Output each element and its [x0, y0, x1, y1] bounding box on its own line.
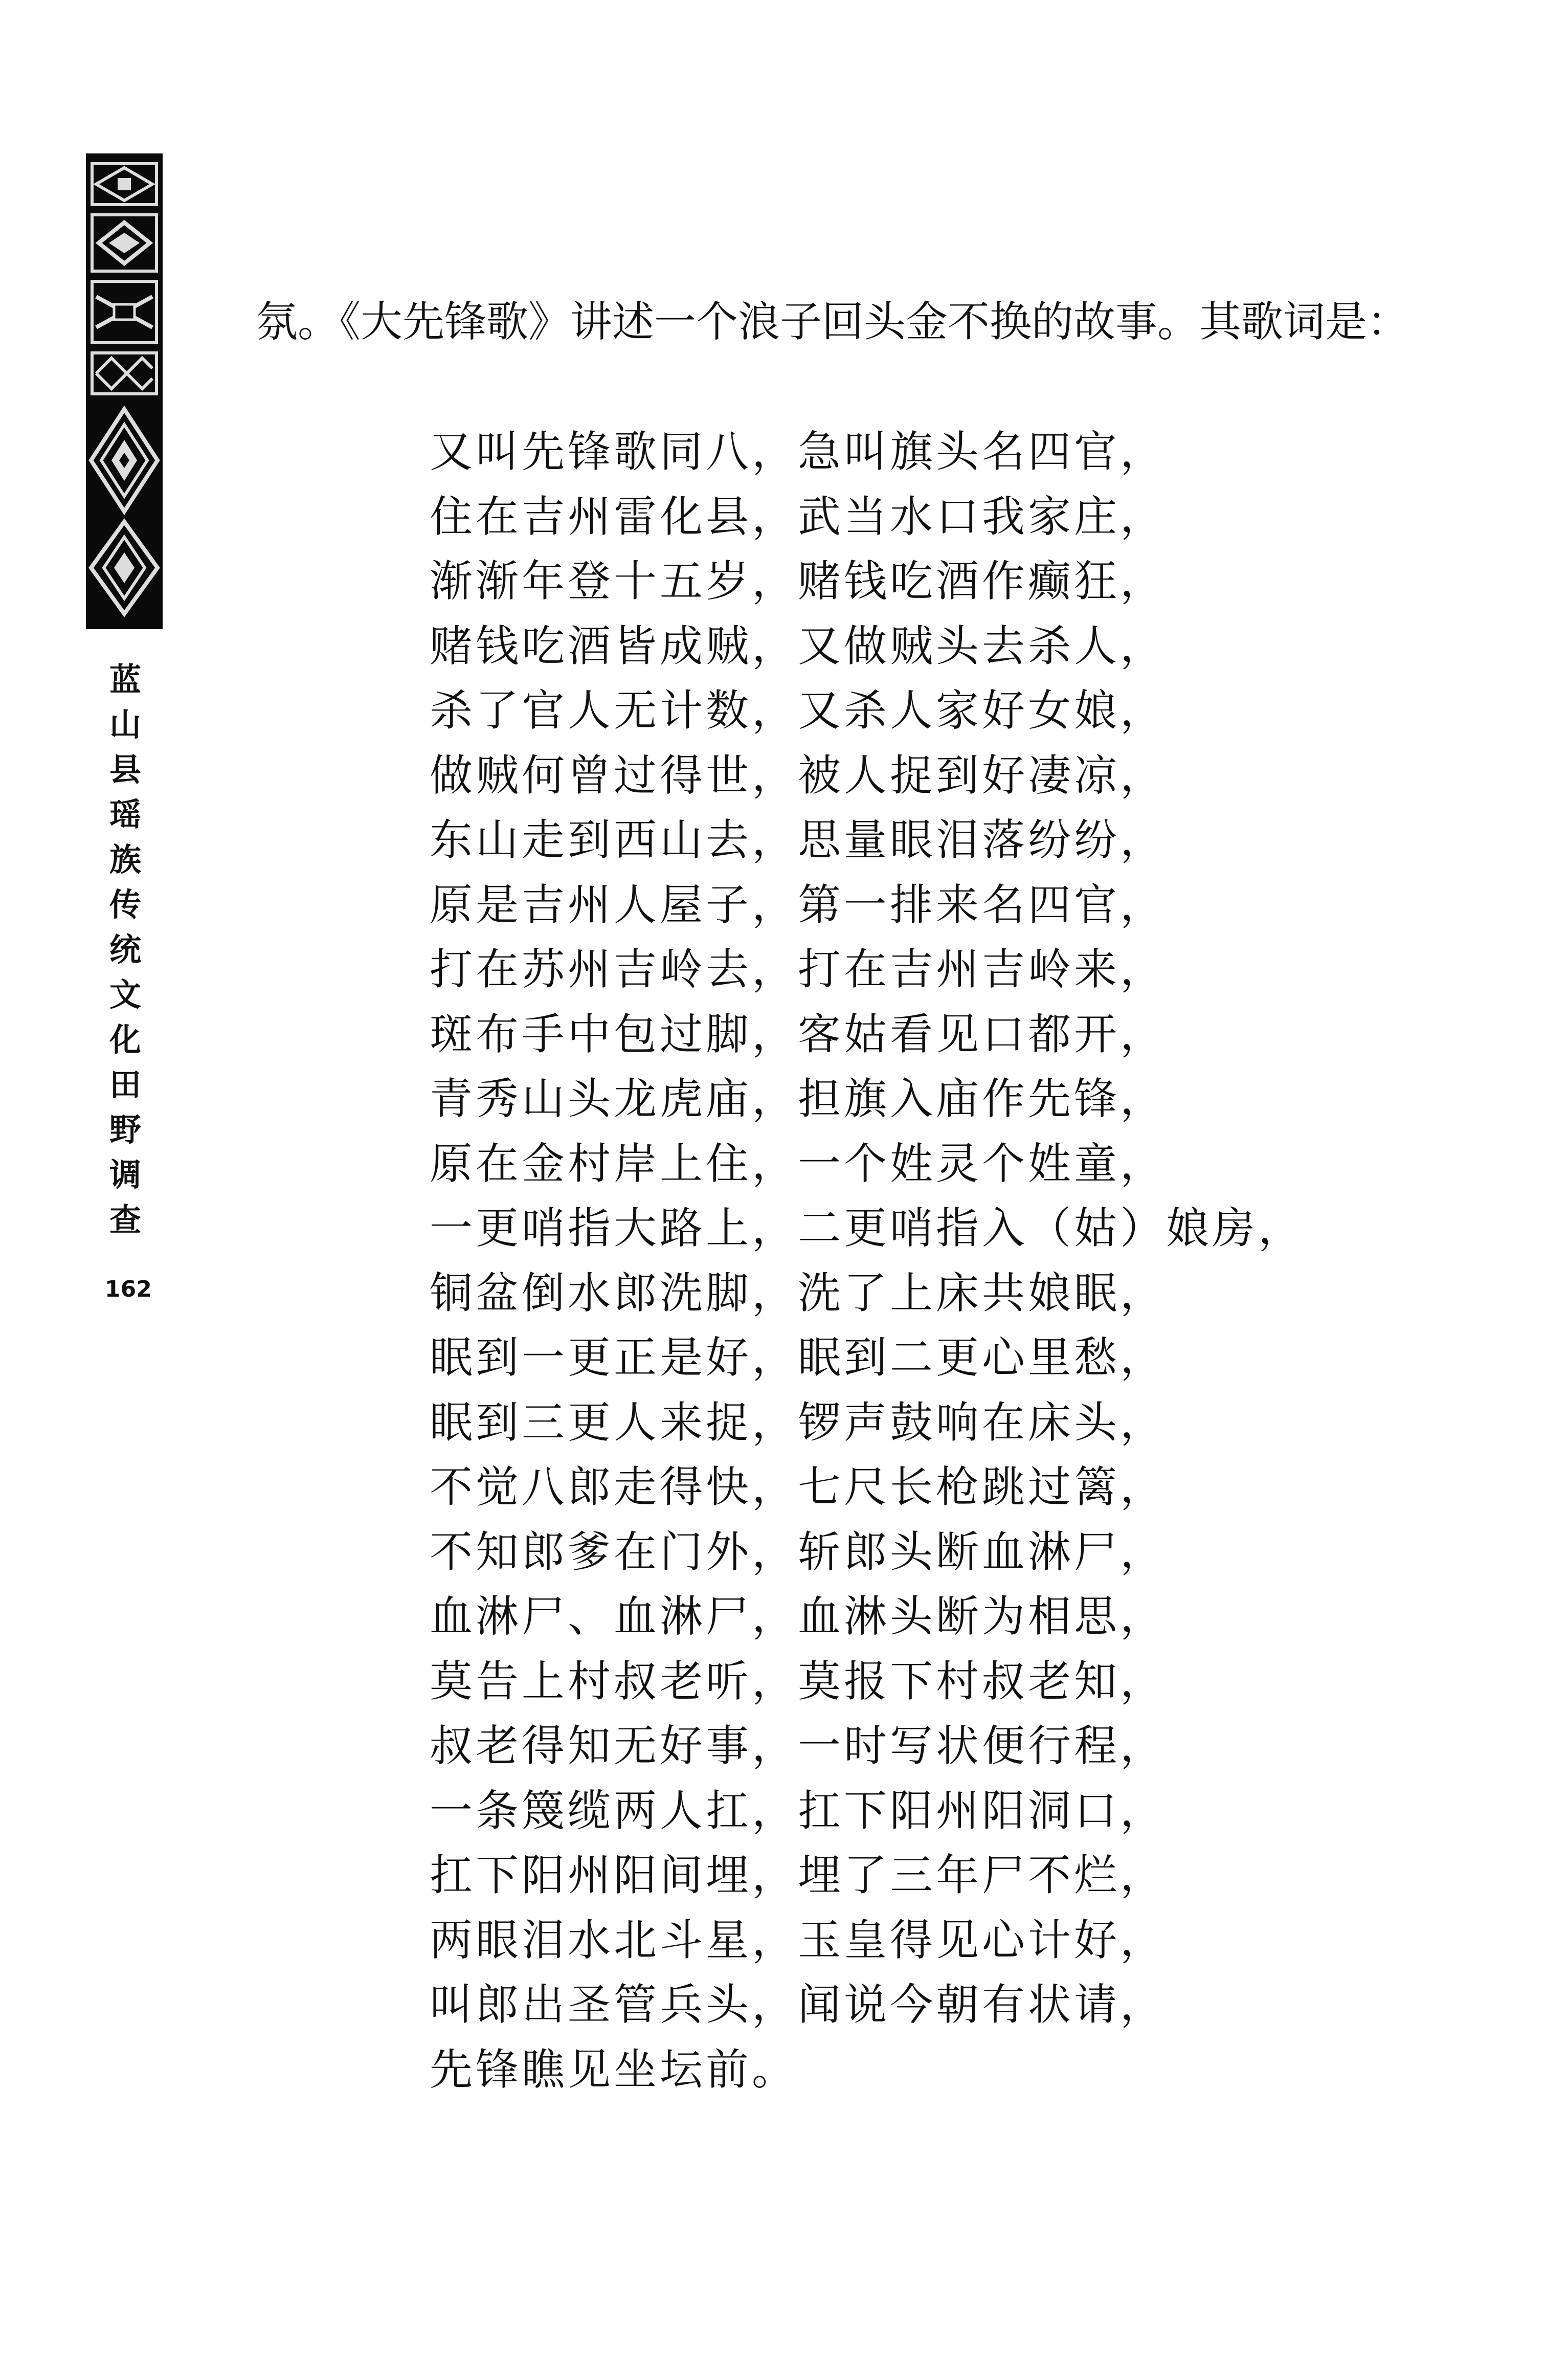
- page-number: 162: [105, 1276, 152, 1302]
- poem-line: 叔老得知无好事，一时写状便行程，: [430, 1721, 1167, 1771]
- poem-line: 做贼何曾过得世，被人捉到好凄凉，: [430, 750, 1167, 801]
- poem-line: 莫告上村叔老听，莫报下村叔老知，: [430, 1656, 1167, 1706]
- poem-line: 眠到一更正是好，眠到二更心里愁，: [430, 1332, 1167, 1383]
- poem-line: 原在金村岸上住，一个姓灵个姓童，: [430, 1138, 1167, 1189]
- poem-line: 渐渐年登十五岁，赌钱吃酒作癫狂，: [430, 556, 1167, 606]
- poem-line: 一条篾缆两人扛，扛下阳州阳洞口，: [430, 1785, 1167, 1836]
- woven-pattern-strip: [86, 153, 163, 629]
- poem-line: 青秀山头龙虎庙，担旗入庙作先锋，: [430, 1074, 1167, 1124]
- poem-lyrics: [430, 419, 1304, 2102]
- book-side-title: 蓝山县瑶族传统文化田野调查: [109, 661, 141, 1238]
- poem-line: 先锋瞧见坐坛前。: [430, 2044, 798, 2095]
- poem-line: 一更哨指大路上，二更哨指入（姑）娘房，: [430, 1203, 1305, 1253]
- poem-line: 又叫先锋歌同八，急叫旗头名四官，: [430, 427, 1167, 477]
- poem-line: 扛下阳州阳间埋，埋了三年尸不烂，: [430, 1850, 1167, 1900]
- poem-line: 两眼泪水北斗星，玉皇得见心计好，: [430, 1915, 1167, 1965]
- woven-pattern-icon: [86, 153, 163, 629]
- poem-line: 铜盆倒水郎洗脚，洗了上床共娘眠，: [430, 1268, 1167, 1318]
- poem-line: 不知郎爹在门外，斩郎头断血淋尸，: [430, 1526, 1167, 1577]
- poem-line: 原是吉州人屋子，第一排来名四官，: [430, 879, 1167, 930]
- poem-line: 眠到三更人来捉，锣声鼓响在床头，: [430, 1397, 1167, 1448]
- poem-line: 打在苏州吉岭去，打在吉州吉岭来，: [430, 944, 1167, 994]
- poem-line: 东山走到西山去，思量眼泪落纷纷，: [430, 815, 1167, 865]
- poem-line: 住在吉州雷化县，武当水口我家庄，: [430, 491, 1167, 542]
- poem-line: 不觉八郎走得快，七尺长枪跳过篱，: [430, 1462, 1167, 1512]
- intro-paragraph: 氛。《大先锋歌》讲述一个浪子回头金不换的故事。其歌词是：: [256, 298, 1409, 346]
- poem-line: 斑布手中包过脚，客姑看见口都开，: [430, 1009, 1167, 1059]
- poem-line: 赌钱吃酒皆成贼，又做贼头去杀人，: [430, 620, 1167, 671]
- poem-line: 杀了官人无计数，又杀人家好女娘，: [430, 685, 1167, 736]
- poem-line: 血淋尸、血淋尸，血淋头断为相思，: [430, 1591, 1167, 1641]
- poem-line: 叫郎出圣管兵头，闻说今朝有状请，: [430, 1980, 1167, 2030]
